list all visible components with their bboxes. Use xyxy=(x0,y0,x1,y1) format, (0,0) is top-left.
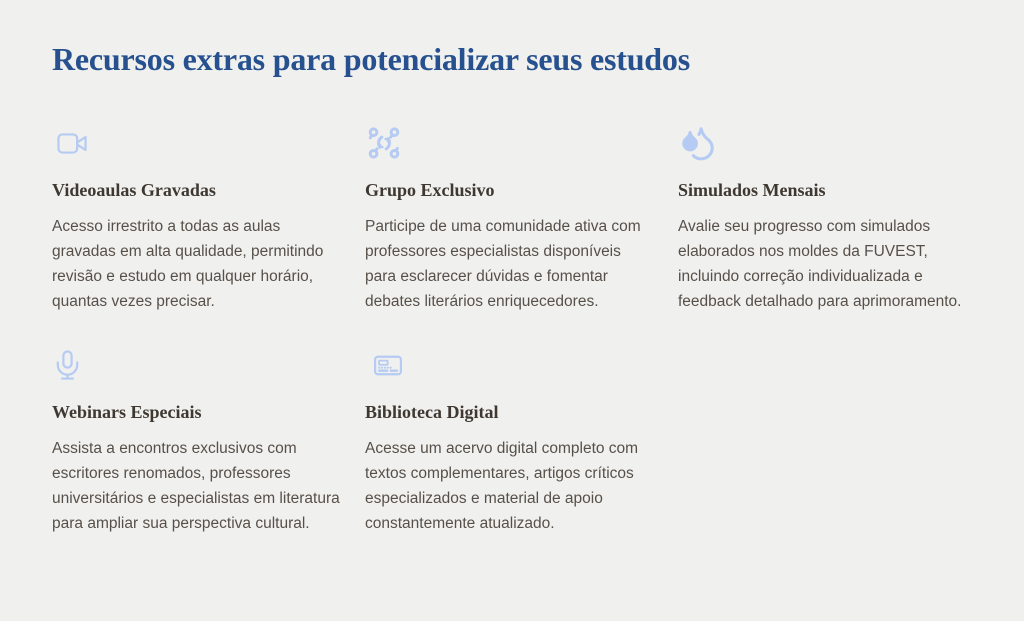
feature-description: Acesse um acervo digital completo com textos complementares, artigos críticos especializados e material de apoio constantemente atualizado. xyxy=(365,440,639,533)
feature-card-simulados xyxy=(678,121,969,314)
feature-description: Acesso irrestrito a todas as aulas gravadas em alta qualidade, permitindo revisão e estudo em qualquer horário, quantas vezes precisar. xyxy=(52,218,324,311)
feature-title: Simulados Mensais xyxy=(678,180,826,201)
feature-title: Biblioteca Digital xyxy=(365,402,499,423)
feature-card-biblioteca xyxy=(365,343,656,536)
network-exchange-icon xyxy=(365,121,656,165)
feature-card-videoaulas xyxy=(52,121,343,314)
droplets-icon xyxy=(678,121,969,165)
feature-description: Avalie seu progresso com simulados elaborados nos moldes da FUVEST, incluindo correção individualizada e feedback detalhado para aprimoramento. xyxy=(678,218,962,311)
digital-library-card-icon xyxy=(365,343,656,387)
video-camera-icon xyxy=(52,121,343,165)
feature-title: Videoaulas Gravadas xyxy=(52,180,216,201)
page-title: Recursos extras para potencializar seus estudos xyxy=(52,41,690,77)
microphone-icon xyxy=(52,343,343,387)
feature-card-webinars xyxy=(52,343,343,536)
feature-description: Participe de uma comunidade ativa com professores especialistas disponíveis para esclarecer dúvidas e fomentar debates literários enriquecedores. xyxy=(365,218,641,311)
feature-card-grupo xyxy=(365,121,656,314)
feature-title: Grupo Exclusivo xyxy=(365,180,495,201)
feature-title: Webinars Especiais xyxy=(52,402,202,423)
feature-description: Assista a encontros exclusivos com escritores renomados, professores universitários e especialistas em literatura para ampliar sua perspectiva cultural. xyxy=(52,440,340,533)
features-grid xyxy=(52,121,972,536)
